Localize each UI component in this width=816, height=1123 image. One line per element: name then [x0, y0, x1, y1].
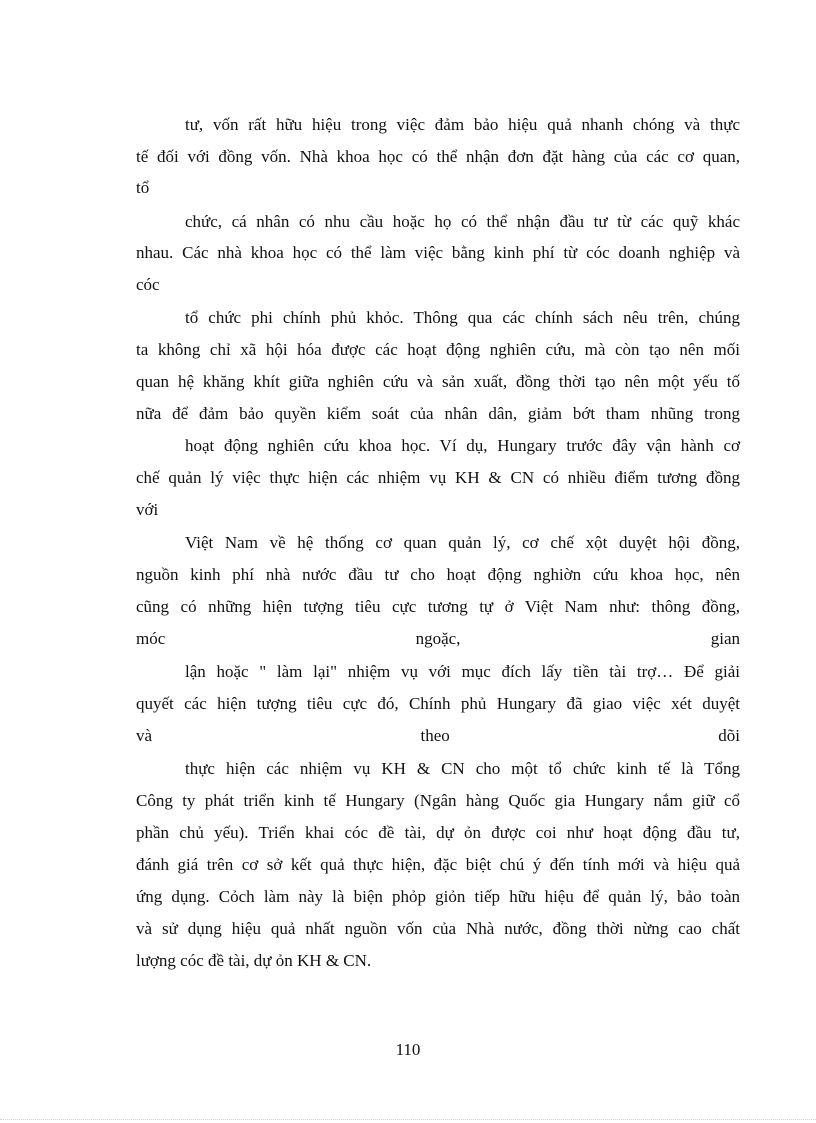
- text-line: Công ty phát triển kinh tế Hungary (Ngân hàng Quốc gia Hungary nắm giữ cổ: [136, 791, 740, 810]
- text-line: Việt Nam về hệ thống cơ quan quản lý, cơ chế xột duyệt hội đồng,: [185, 533, 740, 552]
- text-line: móc ngoặc, gian: [136, 629, 740, 648]
- text-line: lận hoặc " làm lại" nhiệm vụ với mục đích lấy tiền tài trợ… Để giải: [185, 662, 740, 681]
- text-line: chế quản lý việc thực hiện các nhiệm vụ KH & CN có nhiều điểm tương đồng: [136, 468, 740, 487]
- text-line: hoạt động nghiên cứu khoa học. Ví dụ, Hungary trước đây vận hành cơ: [185, 436, 740, 455]
- text-line: chức, cá nhân có nhu cầu hoặc họ có thể nhận đầu tư từ các quỹ khác: [185, 212, 740, 231]
- text-line: ta không chỉ xã hội hóa được các hoạt động nghiên cứu, mà còn tạo nên mối: [136, 340, 740, 359]
- text-line: cũng có những hiện tượng tiêu cực tương tự ở Việt Nam như: thông đồng,: [136, 597, 740, 616]
- text-line: tế đối với đồng vốn. Nhà khoa học có thể nhận đơn đặt hàng của các cơ quan,: [136, 147, 740, 166]
- page-number: 110: [395, 1040, 421, 1059]
- text-line: và sử dụng hiệu quả nhất nguồn vốn của Nhà nước, đồng thời nừng cao chất: [136, 919, 740, 938]
- text-line: cóc: [136, 275, 160, 294]
- text-line: với: [136, 500, 159, 519]
- footer-divider: [0, 1119, 816, 1120]
- text-line: quyết các hiện tượng tiêu cực đó, Chính phủ Hungary đã giao việc xét duyệt: [136, 694, 740, 713]
- text-line: nữa để đảm bảo quyền kiểm soát của nhân dân, giảm bớt tham nhũng trong: [136, 404, 740, 423]
- text-line: lượng cóc đề tài, dự ỏn KH & CN.: [136, 951, 372, 970]
- text-line: nguồn kinh phí nhà nước đầu tư cho hoạt động nghiờn cứu khoa học, nên: [136, 565, 740, 584]
- text-line: tư, vốn rất hữu hiệu trong việc đảm bảo hiệu quả nhanh chóng và thực: [185, 115, 740, 134]
- text-line: tổ: [136, 178, 150, 197]
- text-line: ứng dụng. Cỏch làm này là biện phỏp giỏn tiếp hữu hiệu để quản lý, bảo toàn: [136, 887, 740, 906]
- text-line: tổ chức phi chính phủ khỏc. Thông qua các chính sách nêu trên, chúng: [185, 308, 740, 327]
- text-line: và theo dõi: [136, 726, 740, 745]
- text-line: đánh giá trên cơ sở kết quả thực hiện, đặc biệt chú ý đến tính mới và hiệu quả: [136, 855, 740, 874]
- text-line: nhau. Các nhà khoa học có thể làm việc bằng kinh phí từ cóc doanh nghiệp và: [136, 243, 740, 262]
- text-line: thực hiện các nhiệm vụ KH & CN cho một tổ chức kinh tế là Tổng: [185, 759, 740, 778]
- text-line: phần chủ yếu). Triển khai cóc đề tài, dự ỏn được coi như hoạt động đầu tư,: [136, 823, 740, 842]
- text-line: quan hệ khăng khít giữa nghiên cứu và sản xuất, đồng thời tạo nên một yếu tố: [136, 372, 740, 391]
